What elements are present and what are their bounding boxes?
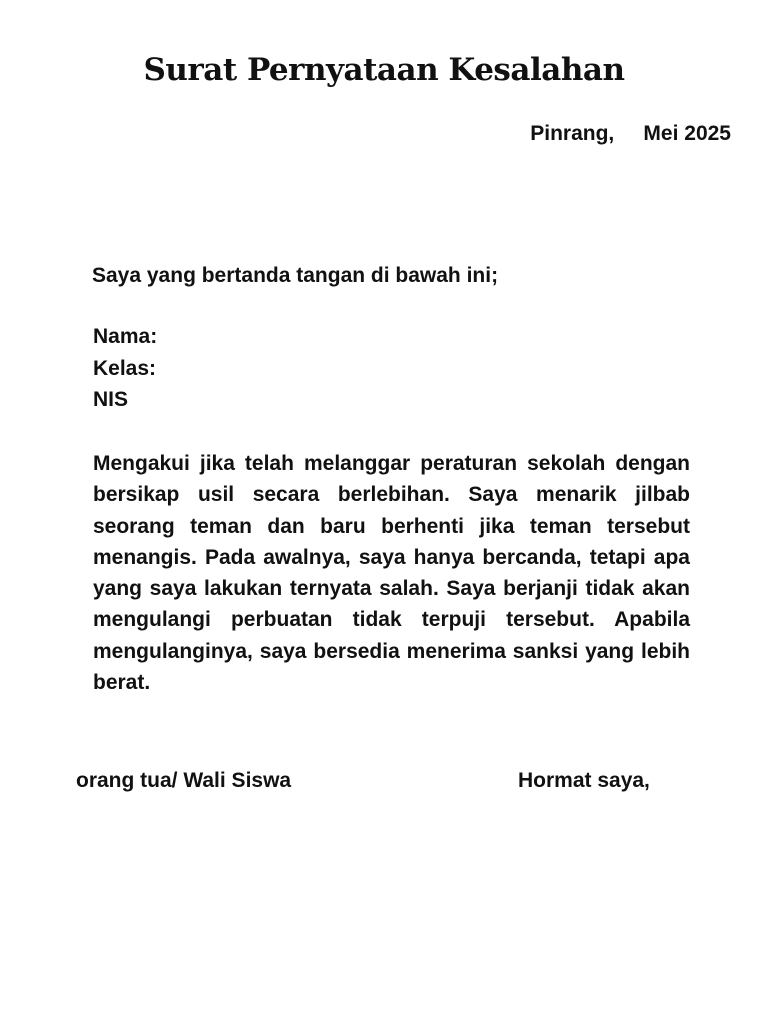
document-title: Surat Pernyataan Kesalahan: [143, 52, 625, 88]
intro-text: Saya yang bertanda tangan di bawah ini;: [92, 264, 499, 287]
identity-fields: [93, 321, 157, 416]
field-nama: Nama:: [93, 325, 158, 348]
statement-paragraph: Mengakui jika telah melanggar peraturan sekolah dengan bersikap usil secara berlebihan. Saya menarik jilbab seorang teman dan baru berhenti jika teman tersebut menangis. Pada awalnya, saya hanya bercanda, tetapi apa yang saya lakukan ternyata salah. Saya berjanji tidak akan mengulangi perbuatan tidak terpuji tersebut. Apabila mengulanginya, saya bersedia menerima sanksi yang lebih berat.: [93, 452, 690, 695]
field-nis: NIS: [93, 388, 129, 411]
signature-parent-label: orang tua/ Wali Siswa: [76, 769, 292, 792]
signature-student-label: Hormat saya,: [518, 769, 650, 792]
field-kelas: Kelas:: [93, 356, 157, 380]
place-date: Pinrang, Mei 2025: [530, 122, 731, 145]
